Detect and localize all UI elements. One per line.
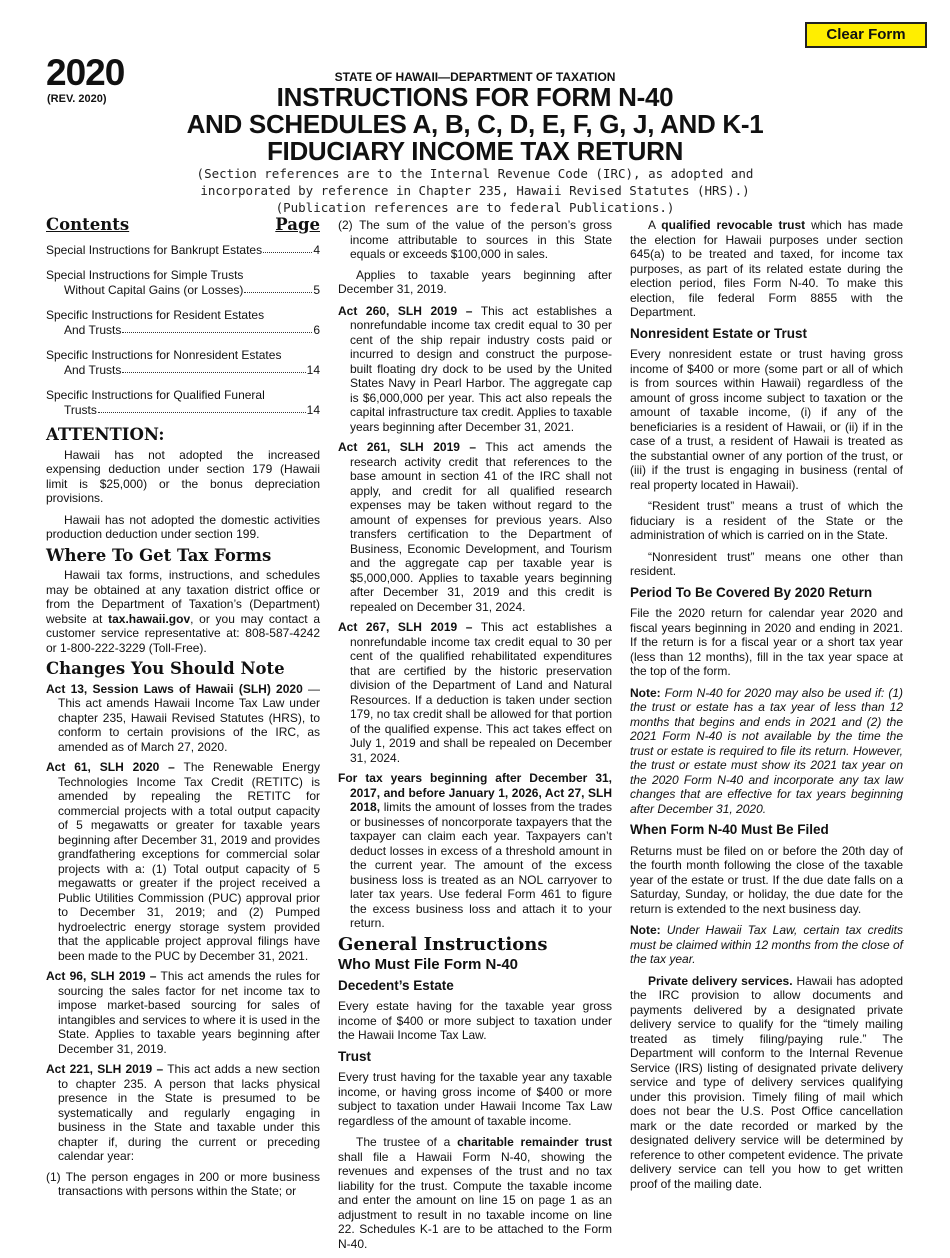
who-heading: Who Must File Form N-40	[338, 956, 518, 973]
act-text: The Renewable Energy Technologies Income Tax Credit (RETITC) is amended by repealing the RETITC for commercial projects with a total output capacity of 5 megawatts or greater for taxable years beginning after December 31, 2019 and provides grandfathering exceptions for commercial solar projects with a: (1) Total output capacity of 5 megawatts or greater if the project received a Public Utilities Commission (PUC) approval prior to December 31, 2019; and (2) Pumped hydroelectric energy storage system provided that the applicable project approval filings have been made to the PUC by December 31, 2021.	[58, 760, 320, 963]
act-text: limits the amount of losses from the trades or businesses of noncorporate taxpayers that the taxpayer can claim each year. Taxpayers can’t deduct losses in excess of a threshold amount in the current year. The amount of the excess business loss is treated as an NOL carryover to later tax years. Use federal Form 461 to figure the excess business loss and attach it to your return.	[350, 800, 612, 930]
period-paragraph: File the 2020 return for calendar year 2020 and fiscal years beginning in 2020 and ending in 2021. If the return is for a fiscal year or a short tax year (less than 12 months), fill in the tax year space at the top of the form.	[630, 606, 903, 678]
act-61	[46, 760, 320, 963]
act-261	[338, 440, 612, 614]
toc-page: 14	[306, 362, 320, 377]
note-text: Under Hawaii Tax Law, certain tax credits must be claimed within 12 months from the close of the tax year.	[630, 923, 903, 966]
contents-heading	[46, 215, 320, 234]
where-text: , or you may contact a customer service representative at: 808-587-4242 or 1-800-222-3229 (Toll-Free).	[46, 611, 320, 655]
when-heading: When Form N-40 Must Be Filed	[630, 822, 829, 837]
period-heading: Period To Be Covered By 2020 Return	[630, 584, 873, 600]
toc-page: 4	[313, 242, 320, 257]
where-text: Hawaii tax forms, instructions, and schedules may be obtained at any taxation district office or from the Department of Taxation’s (Department) website at	[46, 568, 320, 626]
term: Private delivery services.	[648, 973, 793, 988]
when-paragraph: Returns must be filed on or before the 20th day of the fourth month following the close of the taxable year of the estate or trust. If the due date falls on a Saturday, Sunday, or holiday, the due date for the return is extended to the next business day.	[630, 843, 903, 916]
act-27	[338, 771, 612, 931]
text: The trustee of a	[356, 1135, 458, 1149]
note-label: Note:	[630, 923, 661, 937]
toc-label: And Trusts	[64, 322, 122, 337]
contents-title: Contents	[46, 215, 130, 234]
toc-item[interactable]	[46, 348, 320, 377]
act-260	[338, 304, 612, 435]
column-3	[630, 218, 903, 1198]
title-line-3: FIDUCIARY INCOME TAX RETURN	[266, 136, 684, 166]
toc-page: 6	[313, 322, 320, 337]
title-line-2: AND SCHEDULES A, B, C, D, E, F, G, J, AND K-1	[186, 109, 764, 139]
where-paragraph	[46, 568, 320, 655]
toc-label: Specific Instructions for Qualified Funeral	[46, 388, 265, 402]
text: which has made the election for Hawaii purposes under section 645(a) to be treated and taxed, for income tax purposes, as part of its related estate during the election period, files Form N-40. To make this election, file federal Form 8855 with the Department.	[630, 218, 903, 319]
text: Hawaii has adopted the IRC provision to allow documents and payments delivered by a designated private delivery service to qualify for the “timely mailing treated as timely filing/paying rule.” The Department will conform to the Internal Revenue Service (IRS) listing of designated private delivery service and type of delivery services qualifying under this provision. Timely filing of mail which does not bear the U.S. Post Office cancellation mark or the date recorded or marked by the designated delivery service will be determined by reference to other competent evidence. The private delivery service can tell you how to get written proof of the mailing date.	[630, 973, 903, 1191]
subtitle-line-3: (Publication references are to federal Publications.)	[275, 200, 675, 215]
document-header	[140, 70, 810, 216]
toc-page: 14	[306, 402, 320, 417]
private-delivery-paragraph	[630, 974, 903, 1192]
act-221-item-1: (1) The person engages in 200 or more business transactions with persons within the State; or	[46, 1169, 320, 1198]
nonresident-trust-definition: “Nonresident trust” means one other than resident.	[630, 549, 903, 578]
subtitle-line-2: incorporated by reference in Chapter 235, Hawaii Revised Statutes (HRS).)	[200, 183, 750, 198]
text: shall file a Hawaii Form N-40, showing the revenues and expenses of the trust and no tax liability for the trust. Compute the taxable income and enter the amount on line 15 on page 1 as an adjustment to result in no taxable income on line 22. Schedules K-1 are to be attached to the Form N-40.	[338, 1149, 612, 1251]
charitable-trust-paragraph	[338, 1135, 612, 1251]
column-1	[46, 215, 320, 1205]
term: charitable remainder trust	[457, 1135, 612, 1149]
toc-label: Specific Instructions for Nonresident Estates	[46, 348, 282, 362]
trust-heading: Trust	[338, 1048, 372, 1064]
text: A	[648, 218, 662, 232]
toc-label: And Trusts	[64, 362, 122, 377]
act-text: This act amends the rules for sourcing the sales factor for net income tax to impose market-based sourcing for sales of intangibles and services to where it is used in the State. Applies to taxable years beginning after December 31, 2019.	[58, 969, 320, 1056]
act-267	[338, 620, 612, 765]
act-text: This act adds a new section to chapter 235. A person that lacks physical presence in the State is presumed to be systematically and regularly engaging in business in the State and taxable under this chapter if, during the current or preceding calendar year:	[58, 1062, 320, 1163]
changes-heading: Changes You Should Note	[46, 659, 285, 678]
act-221-applies: Applies to taxable years beginning after December 31, 2019.	[338, 267, 612, 296]
toc-item[interactable]	[46, 388, 320, 417]
toc-label: Without Capital Gains (or Losses)	[64, 282, 244, 297]
act-label: Act 261, SLH 2019 –	[338, 440, 477, 454]
act-221-item-2: (2) The sum of the value of the person’s gross income attributable to sources in this State equals or exceeds $100,000 in sales.	[338, 218, 612, 261]
department: STATE OF HAWAII—DEPARTMENT OF TAXATION	[334, 70, 616, 84]
act-label: Act 61, SLH 2020 –	[46, 760, 175, 774]
revision: (REV. 2020)	[47, 93, 107, 105]
act-96	[46, 969, 320, 1056]
decedent-heading: Decedent’s Estate	[338, 977, 454, 993]
act-text: — This act amends Hawaii Income Tax Law under chapter 235, Hawaii Revised Statutes (HRS), to conform to certain provisions of the IRC, as amended as of March 27, 2020.	[58, 681, 320, 754]
act-label: Act 267, SLH 2019 –	[338, 620, 473, 634]
title-line-1: INSTRUCTIONS FOR FORM N-40	[276, 82, 674, 112]
attention-p2: Hawaii has not adopted the domestic activities production deduction under section 199.	[46, 512, 320, 541]
decedent-paragraph: Every estate having for the taxable year gross income of $400 or more subject to taxation under the Hawaii Income Tax Law.	[338, 999, 612, 1042]
act-text: This act establishes a nonrefundable income tax credit equal to 30 per cent of the ship repair industry costs paid or incurred to design and construct the purpose-built floating dry dock to be used by the United States Navy in Pearl Harbor. The aggregate cap is $6,000,000 per year. This act also repeals the capital infrastructure tax credit. Applies to taxable years beginning after December 31, 2021.	[350, 303, 612, 434]
resident-trust-definition: “Resident trust” means a trust of which the fiduciary is a resident of the State or the administration of which is carried on in the State.	[630, 499, 903, 542]
toc-item[interactable]	[46, 308, 320, 337]
act-label: Act 13, Session Laws of Hawaii (SLH) 2020	[46, 681, 303, 696]
note-1	[630, 686, 903, 817]
act-221	[46, 1062, 320, 1164]
note-label: Note:	[630, 685, 661, 700]
where-heading: Where To Get Tax Forms	[46, 545, 272, 565]
subtitle-line-1: (Section references are to the Internal Revenue Code (IRC), as adopted and	[196, 166, 754, 181]
attention-heading: ATTENTION:	[46, 425, 165, 444]
toc-page: 5	[313, 282, 320, 297]
form-year: 2020	[46, 52, 125, 93]
act-text: This act amends the research activity credit that references to the base amount in section 41 of the IRC shall not apply, and credit for all qualified research expenses may be taken without regard to the amount of expenses for previous years. Also transfers certification to the Department of Business, Economic Development, and Tourism and the aggregate cap per taxable year is $5,000,000. Applies to taxable years beginning after December 31, 2019 and this credit is repealed on December 31, 2024.	[350, 440, 612, 614]
act-label: Act 221, SLH 2019 –	[46, 1062, 164, 1076]
toc-item[interactable]	[46, 243, 320, 258]
note-text: Form N-40 for 2020 may also be used if: (1) the trust or estate has a tax year of less than 12 months that begins and ends in 2021 and (2) the 2021 Form N-40 is not available by the time the trust or estate is required to file its return. However, the trust or estate must show its 2021 tax year on the 2020 Form N-40 and incorporate any tax law changes that are effective for tax years beginning after December 31, 2020.	[630, 685, 903, 816]
nonresident-heading: Nonresident Estate or Trust	[630, 325, 808, 341]
website-link[interactable]: tax.hawaii.gov	[108, 611, 191, 626]
column-2	[338, 218, 612, 1258]
nonresident-paragraph: Every nonresident estate or trust having gross income of $400 or more (some part or all of which is from sources within Hawaii) regardless of the amount of gross income subject to taxation or the amount of taxable income, (i) if any of the beneficiaries is a resident of Hawaii, or (ii) if in the case of a trust, a resident of Hawaii is treated as the substantial owner of any portion of the trust, or (iii) if the trust is engaging in business (rental of real property located in Hawaii).	[630, 347, 903, 492]
contents-page-title: Page	[275, 215, 320, 234]
toc-label: Special Instructions for Simple Trusts	[46, 268, 244, 282]
trust-paragraph: Every trust having for the taxable year any taxable income, or having gross income of $400 or more subject to taxation under Hawaii Income Tax Law regardless of the amount of taxable income.	[338, 1070, 612, 1128]
toc-item[interactable]	[46, 268, 320, 297]
toc-label: Special Instructions for Bankrupt Estates	[46, 242, 263, 257]
term: qualified revocable trust	[661, 218, 806, 232]
general-heading: General Instructions	[338, 933, 548, 955]
toc-label: Specific Instructions for Resident Estates	[46, 308, 265, 322]
qualified-revocable-trust-paragraph	[630, 218, 903, 320]
act-13	[46, 682, 320, 755]
act-label: Act 96, SLH 2019 –	[46, 969, 157, 983]
act-label: For tax years beginning after December 31, 2017, and before January 1, 2026, Act 27, SLH 2018,	[338, 771, 612, 814]
toc-label: Trusts	[64, 402, 97, 417]
attention-p1: Hawaii has not adopted the increased expensing deduction under section 179 (Hawaii limit is $25,000) or the bonus depreciation provisions.	[46, 447, 320, 505]
act-text: This act establishes a nonrefundable income tax credit equal to 30 per cent of the qualified rehabilitated expenditures that are certified by the historic preservation division of the Department of Land and Natural Resources. If a deduction is taken under section 179, no tax credit shall be allowed for that portion of the qualified expense. This act takes effect on July 1, 2019 and shall be repealed on December 31, 2024.	[350, 620, 612, 765]
act-label: Act 260, SLH 2019 –	[338, 303, 473, 318]
clear-form-button[interactable]: Clear Form	[805, 22, 927, 48]
note-2	[630, 923, 903, 967]
